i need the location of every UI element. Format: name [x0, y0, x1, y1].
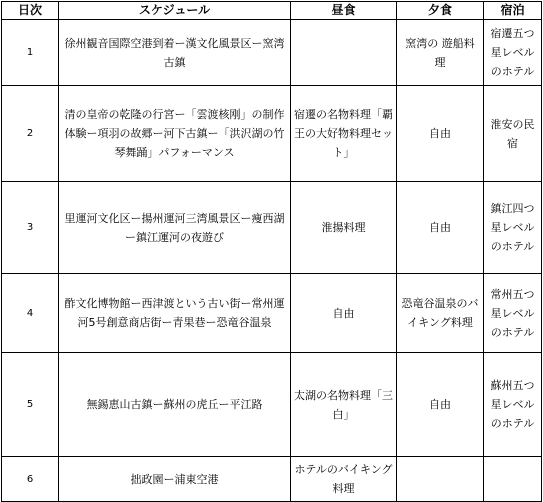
header-schedule: スケジュール [59, 2, 291, 20]
hotel-cell: 鎮江四つ星レベルのホテル [484, 182, 542, 274]
lunch-cell [291, 20, 397, 86]
itinerary-table [1, 1, 542, 502]
schedule-cell: 清の皇帝の乾隆の行宮ー「雲渡核刚」の制作体験ー項羽の故郷ー河下古鎮ー「洪沢湖の竹琴舞踊」パフォーマンス [59, 86, 291, 182]
dinner-cell [397, 457, 484, 502]
lunch-cell: 自由 [291, 274, 397, 353]
table-row [2, 274, 542, 353]
header-lunch: 昼食 [291, 2, 397, 20]
table-row [2, 86, 542, 182]
header-hotel: 宿泊 [484, 2, 542, 20]
day-cell: 3 [2, 182, 59, 274]
hotel-cell: 宿遷五つ星レベルのホテル [484, 20, 542, 86]
hotel-cell: 蘇州五つ星レベルのホテル [484, 353, 542, 457]
dinner-cell: 恐竜谷温泉のバイキング料理 [397, 274, 484, 353]
schedule-cell: 徐州観音国際空港到着ー漢文化風景区ー窯湾古鎮 [59, 20, 291, 86]
schedule-cell: 里運河文化区ー揚州運河三湾風景区ー痩西湖ー鎮江運河の夜遊び [59, 182, 291, 274]
schedule-cell: 無錫恵山古鎮ー蘇州の虎丘ー平江路 [59, 353, 291, 457]
table-row [2, 353, 542, 457]
dinner-cell: 自由 [397, 353, 484, 457]
hotel-cell: 常州五つ星レベルのホテル [484, 274, 542, 353]
day-cell: 4 [2, 274, 59, 353]
table-row [2, 457, 542, 502]
day-cell: 2 [2, 86, 59, 182]
dinner-cell: 窯湾の 遊船料理 [397, 20, 484, 86]
day-cell: 6 [2, 457, 59, 502]
dinner-cell: 自由 [397, 86, 484, 182]
dinner-cell: 自由 [397, 182, 484, 274]
day-cell: 1 [2, 20, 59, 86]
lunch-cell: 太湖の名物料理「三白」 [291, 353, 397, 457]
hotel-cell [484, 457, 542, 502]
day-cell: 5 [2, 353, 59, 457]
table-row [2, 20, 542, 86]
lunch-cell: ホテルのバイキング料理 [291, 457, 397, 502]
schedule-cell: 酢文化博物館ー西津渡という古い街ー常州運河5号創意商店街ー青果巷ー恐竜谷温泉 [59, 274, 291, 353]
schedule-cell: 拙政園ー浦東空港 [59, 457, 291, 502]
table-row [2, 182, 542, 274]
lunch-cell: 淮揚料理 [291, 182, 397, 274]
header-day: 日次 [2, 2, 59, 20]
header-row [2, 2, 542, 20]
header-dinner: 夕食 [397, 2, 484, 20]
lunch-cell: 宿遷の名物料理「覇王の大好物料理セット」 [291, 86, 397, 182]
hotel-cell: 淮安の民宿 [484, 86, 542, 182]
